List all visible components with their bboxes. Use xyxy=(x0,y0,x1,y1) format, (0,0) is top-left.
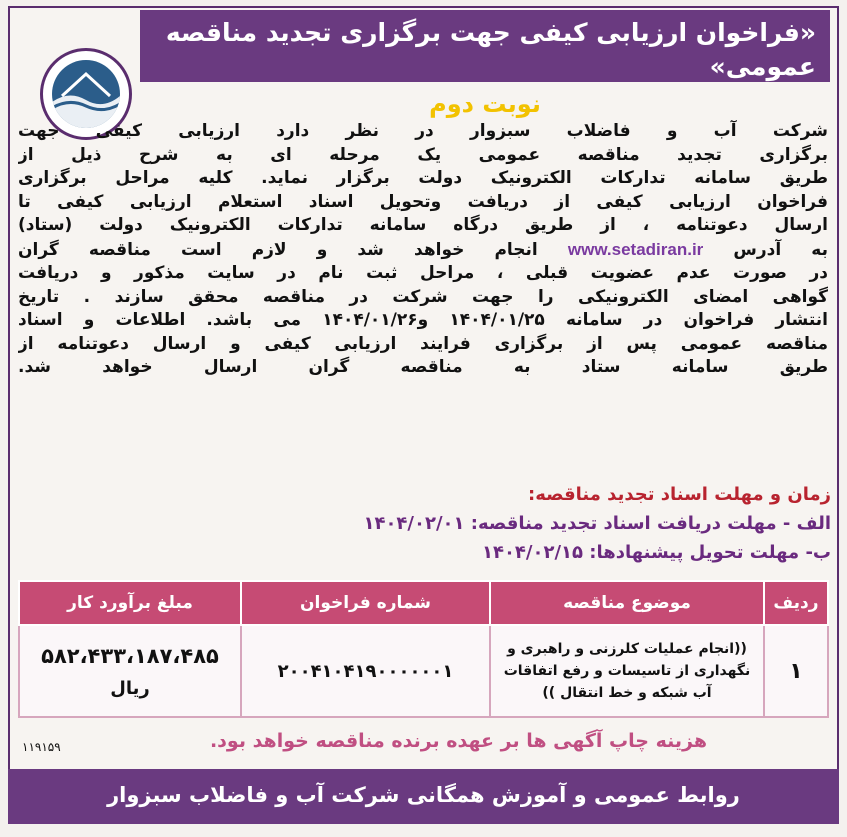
row-amount xyxy=(19,625,241,717)
footer-bar xyxy=(8,769,839,824)
body-line: مناقصه عمومی پس از برگزاری فرایند ارزیابی کیفی و ارسال دعوتنامه از xyxy=(18,333,828,354)
col-number: شماره فراخوان xyxy=(241,581,490,625)
footer-text: روابط عمومی و آموزش همگانی شرکت آب و فاضلاب سبزوار xyxy=(107,783,740,807)
body-line: گواهی امضای الکترونیکی را جهت شرکت در مناقصه محقق سازند . تاریخ xyxy=(18,286,828,307)
body-line: طریق سامانه ستاد به مناقصه گران ارسال خواهد شد. xyxy=(18,357,828,377)
row-subject: ((انجام عملیات کلرزنی و راهبری و نگهداری از تاسیسات و رفع اتفاقات آب شبکه و خط انتقال )) xyxy=(490,625,764,717)
table-row xyxy=(19,625,828,717)
body-line: انتشار فراخوان در سامانه ۱۴۰۴/۰۱/۲۵ و۱۴۰۴/۰۱/۲۶ می باشد. اطلاعات و اسناد xyxy=(18,310,828,330)
deadline-heading: زمان و مهلت اسناد تجدید مناقصه: xyxy=(528,484,831,505)
deadline-receive: الف - مهلت دریافت اسناد تجدید مناقصه: ۱۴۰۴/۰۲/۰۱ xyxy=(363,513,831,534)
notice-subtitle: نوبت دوم xyxy=(429,90,541,118)
cost-note: هزینه چاپ آگهی ها بر عهده برنده مناقصه خواهد بود. xyxy=(209,730,707,752)
logo-emblem-icon xyxy=(52,60,120,128)
body-line: ارسال دعوتنامه ، از طریق درگاه سامانه تدارکات الکترونیک دولت (ستاد) xyxy=(18,215,828,235)
address-prefix: به آدرس xyxy=(733,239,828,260)
row-index: ۱ xyxy=(764,625,828,717)
title-bar xyxy=(140,10,830,118)
address-line xyxy=(18,238,828,263)
amount-currency: ریال xyxy=(110,677,150,699)
body-line: شرکت آب و فاضلاب سبزوار در نظر دارد ارزیابی کیفی جهت xyxy=(18,121,828,141)
notice-body xyxy=(18,120,828,380)
body-line: فراخوان ارزیابی کیفی از دریافت وتحویل اسناد استعلام ارزیابی کیفی تا xyxy=(18,191,828,212)
deadline-submit: ب- مهلت تحویل پیشنهادها: ۱۴۰۴/۰۲/۱۵ xyxy=(481,542,831,563)
setad-link[interactable]: www.setadiran.ir xyxy=(567,239,704,259)
body-line: طریق سامانه تدارکات الکترونیک دولت برگزار نماید. کلیه مراحل برگزاری xyxy=(18,168,828,188)
body-line: در صورت عدم عضویت قبلی ، مراحل ثبت نام در سایت مذکور و دریافت xyxy=(18,263,828,283)
tender-table xyxy=(18,580,829,718)
notice-title: «فراخوان ارزیابی کیفی جهت برگزاری تجدید مناقصه عمومی» xyxy=(165,18,816,81)
col-subject: موضوع مناقصه xyxy=(490,581,764,625)
row-number: ۲۰۰۴۱۰۴۱۹۰۰۰۰۰۰۱ xyxy=(241,625,490,717)
col-index: ردیف xyxy=(764,581,828,625)
col-amount: مبلغ برآورد کار xyxy=(19,581,241,625)
amount-value: ۵۸۲،۴۳۳،۱۸۷،۴۸۵ xyxy=(41,643,219,668)
body-line: برگزاری تجدید مناقصه عمومی یک مرحله ای به شرح ذیل از xyxy=(18,144,828,165)
address-suffix: انجام خواهد شد و لازم است مناقصه گران xyxy=(18,239,538,260)
notice-code: ۱۱۹۱۵۹ xyxy=(22,740,61,754)
deadlines-block xyxy=(363,480,831,567)
